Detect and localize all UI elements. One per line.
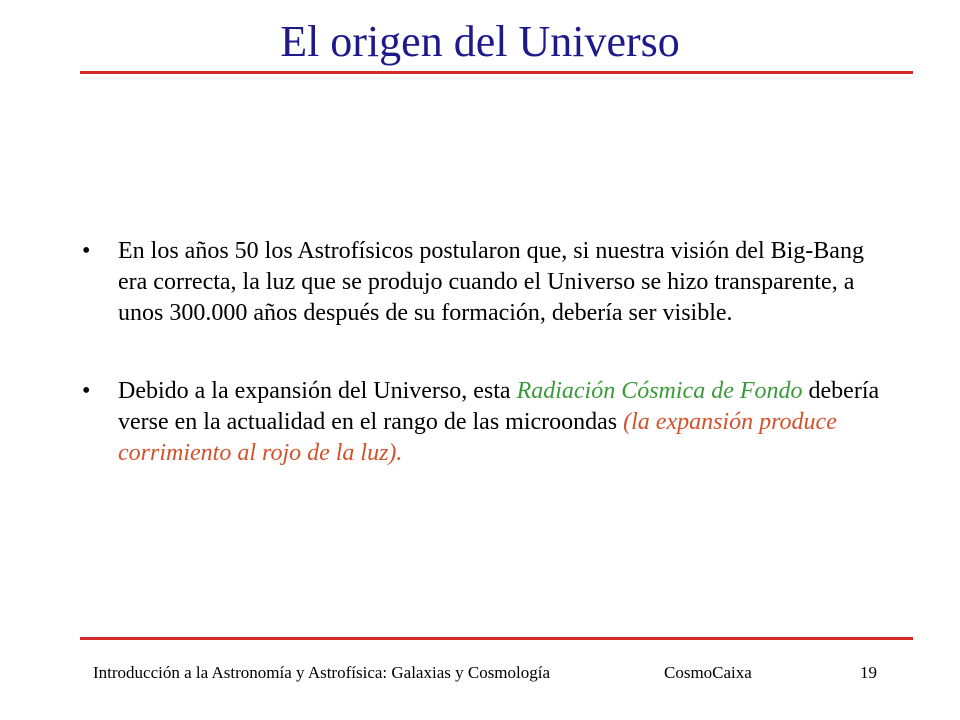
bullet-list [82, 236, 882, 469]
bullet-item [82, 236, 882, 329]
title-divider [80, 71, 913, 74]
footer-course-title: Introducción a la Astronomía y Astrofísica: Galaxias y Cosmología [93, 663, 551, 682]
bullet-dot: • [82, 378, 91, 404]
bullet-text: En los años 50 los Astrofísicos postularon que, si nuestra visión del Big-Bang era correcta, la luz que se produjo cuando el Universo se hizo transparente, a unos 300.000 años después de su formación, debería ser visible. [118, 238, 864, 326]
footer-divider [80, 637, 913, 640]
highlight-note: (la expansión produce corrimiento al rojo de la luz). [118, 409, 837, 466]
bullet-dot: • [82, 238, 91, 264]
page-number: 19 [860, 663, 877, 682]
bullet-text-start: Debido a la expansión del Universo, esta [118, 378, 517, 404]
highlight-term: Radiación Cósmica de Fondo [516, 378, 803, 404]
bullet-item [82, 376, 882, 469]
bullet-text-middle: debería verse en la actualidad en el rango de las microondas [118, 378, 880, 435]
slide-title: El origen del Universo [280, 17, 680, 66]
bullet-text [118, 378, 879, 466]
footer-venue: CosmoCaixa [664, 663, 752, 682]
